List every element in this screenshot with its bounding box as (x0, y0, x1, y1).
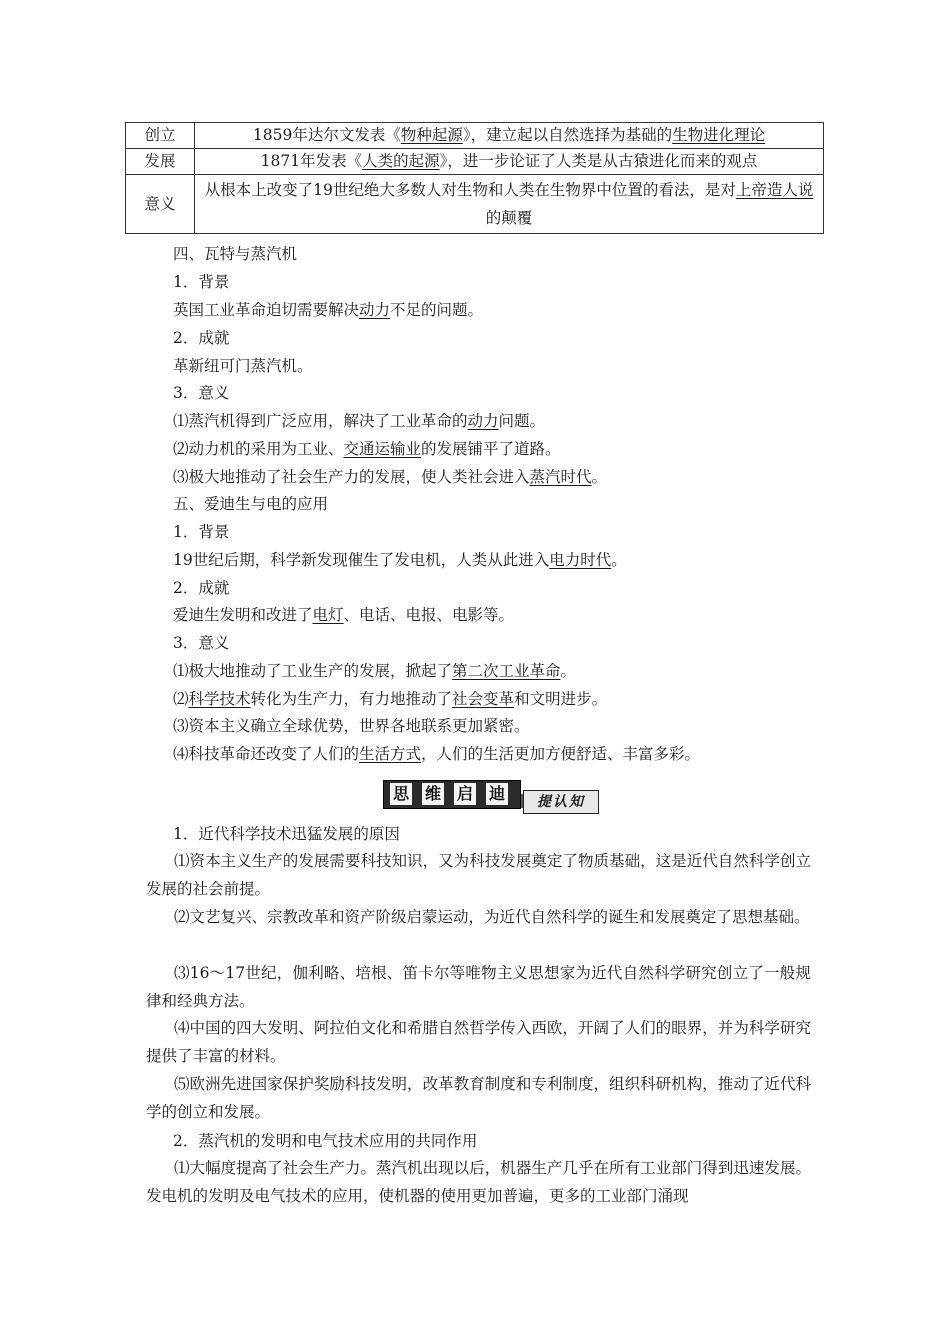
banner-char: 维 (422, 783, 444, 805)
row-label: 创立 (126, 123, 195, 149)
paragraph: ⑴大幅度提高了社会生产力。蒸汽机出现以后，机器生产几乎在所有工业部门得到迅速发展。发电机的发明及电气技术的应用，使机器的使用更加普遍，更多的工业部门涌现 (146, 1159, 811, 1205)
banner-subtitle: 提认知 (523, 790, 599, 814)
row-content: 从根本上改变了19世纪绝大多数人对生物和人类在生物界中位置的看法，是对上帝造人说的颠覆 (195, 175, 824, 234)
darwin-summary-table (125, 122, 824, 234)
blank-answer: 生活方式 (359, 745, 422, 763)
blank-answer: 电力时代 (549, 551, 612, 569)
subheading: 2．成就 (173, 329, 230, 347)
table-row (126, 149, 824, 175)
question-heading: 1．近代科学技术迅猛发展的原因 (173, 825, 400, 843)
banner-char: 启 (454, 783, 476, 805)
blank-answer: 蒸汽时代 (529, 468, 592, 486)
section-heading: 五、爱迪生与电的应用 (173, 495, 329, 513)
blank-answer: 第二次工业革命 (452, 662, 561, 680)
paragraph: 19世纪后期，科学新发现催生了发电机，人类从此进入电力时代。 (173, 551, 627, 569)
banner-title-block (383, 780, 521, 809)
list-item: ⑵动力机的采用为工业、交通运输业的发展铺平了道路。 (173, 440, 561, 458)
blank-answer: 电灯 (312, 606, 344, 624)
question-heading: 2．蒸汽机的发明和电气技术应用的共同作用 (173, 1132, 478, 1150)
row-label: 发展 (126, 149, 195, 175)
blank-answer: 动力 (467, 412, 499, 430)
blank-answer: 人类的起源 (362, 152, 440, 170)
paragraph: ⑷中国的四大发明、阿拉伯文化和希腊自然哲学传入西欧，开阔了人们的眼界，并为科学研究提供了丰富的材料。 (146, 1019, 811, 1065)
paragraph: 爱迪生发明和改进了电灯、电话、电报、电影等。 (173, 606, 515, 624)
list-item: ⑵科学技术转化为生产力，有力地推动了社会变革和文明进步。 (173, 690, 608, 708)
subheading: 1．背景 (173, 273, 230, 291)
banner-char: 迪 (486, 783, 508, 805)
list-item: ⑶极大地推动了社会生产力的发展，使人类社会进入蒸汽时代。 (173, 468, 608, 486)
paragraph: ⑴资本主义生产的发展需要科技知识，又为科技发展奠定了物质基础，这是近代自然科学创立发展的社会前提。 (146, 852, 811, 898)
blank-answer: 科学技术 (188, 690, 251, 708)
list-item: ⑶资本主义确立全球优势，世界各地联系更加紧密。 (173, 717, 530, 735)
subheading: 2．成就 (173, 579, 230, 597)
list-item: ⑴极大地推动了工业生产的发展，掀起了第二次工业革命。 (173, 662, 577, 680)
row-content: 1859年达尔文发表《物种起源》，建立起以自然选择为基础的生物进化理论 (195, 123, 824, 149)
list-item: ⑷科技革命还改变了人们的生活方式，人们的生活更加方便舒适、丰富多彩。 (173, 745, 701, 763)
blank-answer: 交通运输业 (343, 440, 422, 458)
paragraph: ⑶16～17世纪，伽利略、培根、笛卡尔等唯物主义思想家为近代自然科学研究创立了一般规律和经典方法。 (146, 964, 811, 1010)
paragraph: 英国工业革命迫切需要解决动力不足的问题。 (173, 301, 484, 319)
table-row (126, 123, 824, 149)
blank-answer: 社会变革 (452, 690, 515, 708)
thinking-banner (383, 780, 598, 813)
blank-answer: 动力 (359, 301, 391, 319)
paragraph: 革新纽可门蒸汽机。 (173, 357, 313, 375)
paragraph: ⑸欧洲先进国家保护奖励科技发明，改革教育制度和专利制度，组织科研机构，推动了近代科学的创立和发展。 (146, 1075, 811, 1121)
blank-answer: 物种起源 (400, 126, 463, 144)
table-row (126, 175, 824, 234)
row-label: 意义 (126, 175, 195, 234)
paragraph: ⑵文艺复兴、宗教改革和资产阶级启蒙运动，为近代自然科学的诞生和发展奠定了思想基础。 (174, 908, 810, 926)
banner-char: 思 (390, 783, 412, 805)
subheading: 1．背景 (173, 523, 230, 541)
section-heading: 四、瓦特与蒸汽机 (173, 245, 298, 263)
blank-answer: 上帝造人说 (735, 181, 814, 199)
row-content: 1871年发表《人类的起源》，进一步论证了人类是从古猿进化而来的观点 (195, 149, 824, 175)
subheading: 3．意义 (173, 384, 230, 402)
subheading: 3．意义 (173, 634, 230, 652)
list-item: ⑴蒸汽机得到广泛应用，解决了工业革命的动力问题。 (173, 412, 546, 430)
blank-answer: 生物进化理论 (672, 126, 766, 144)
